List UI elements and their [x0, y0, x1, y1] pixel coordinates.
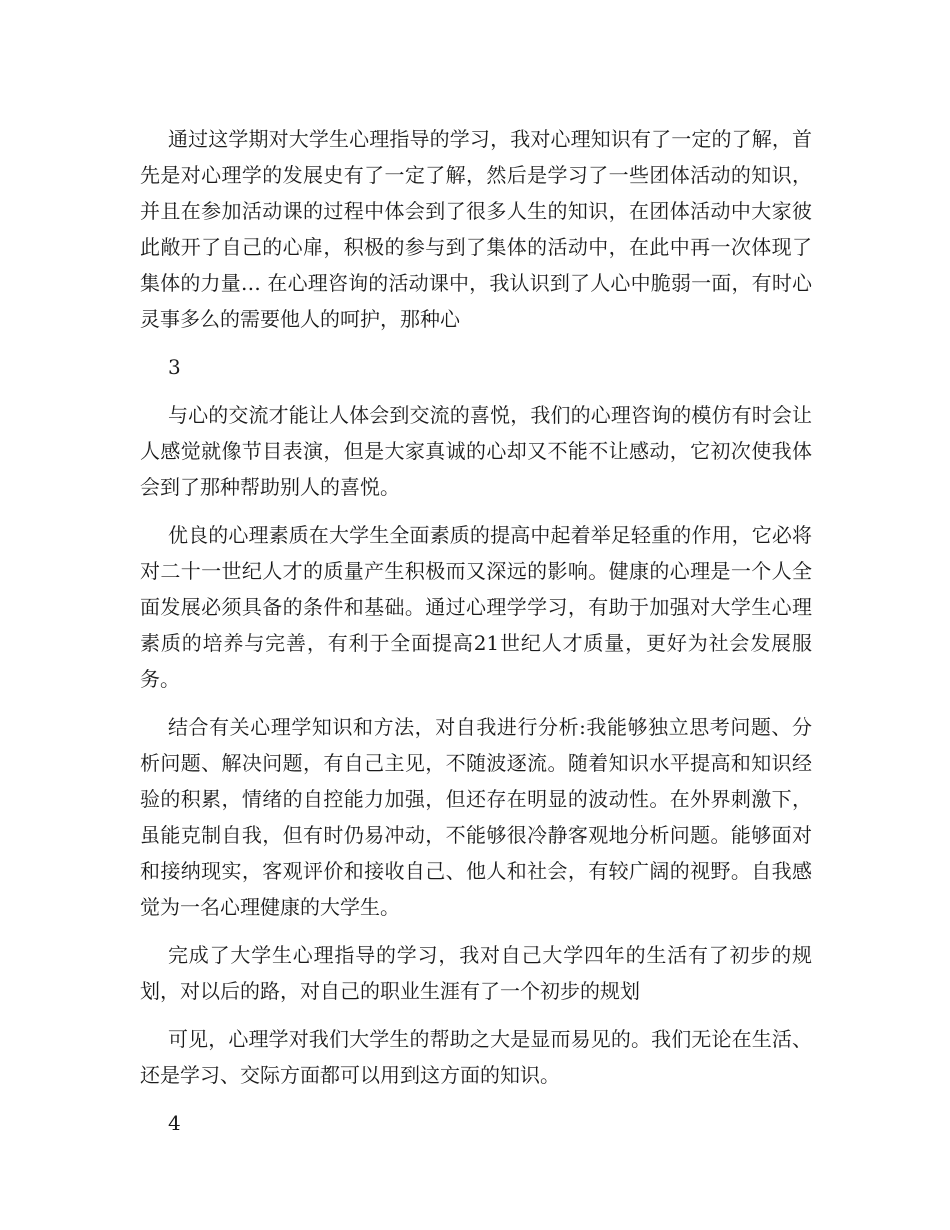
paragraph: 结合有关心理学知识和方法，对自我进行分析:我能够独立思考问题、分析问题、解决问题，有自己主见，不随波逐流。随着知识水平提高和知识经验的积累，情绪的自控能力加强，但还存在明显的波动性。在外界刺激下，虽能克制自我，但有时仍易冲动，不能够很冷静客观地分析问题。能够面对和接纳现实，客观评价和接收自己、他人和社会，有较广阔的视野。自我感觉为一名心理健康的大学生。 [140, 715, 812, 919]
paragraph: 通过这学期对大学生心理指导的学习，我对心理知识有了一定的了解，首先是对心理学的发展史有了一定了解，然后是学习了一些团体活动的知识，并且在参加活动课的过程中体会到了很多人生的知识，在团体活动中大家彼此敞开了自己的心扉，积极的参与到了集体的活动中，在此中再一次体现了集体的力量… 在心理咨询的活动课中，我认识到了人心中脆弱一面，有时心灵事多么的需要他人的呵护，那种心 [140, 127, 812, 331]
page-number: 4 [168, 1111, 181, 1135]
paragraph: 可见，心理学对我们大学生的帮助之大是显而易见的。我们无论在生活、还是学习、交际方面都可以用到这方面的知识。 [140, 1027, 812, 1087]
page-number: 3 [168, 355, 181, 379]
paragraph: 优良的心理素质在大学生全面素质的提高中起着举足轻重的作用，它必将对二十一世纪人才的质量产生积极而又深远的影响。健康的心理是一个人全面发展必须具备的条件和基础。通过心理学学习，有助于加强对大学生心理素质的培养与完善，有利于全面提高21世纪人才质量，更好为社会发展服务。 [140, 523, 812, 691]
paragraph: 与心的交流才能让人体会到交流的喜悦，我们的心理咨询的模仿有时会让人感觉就像节目表演，但是大家真诚的心却又不能不让感动，它初次使我体会到了那种帮助别人的喜悦。 [140, 403, 812, 499]
paragraph: 完成了大学生心理指导的学习，我对自己大学四年的生活有了初步的规划，对以后的路，对自己的职业生涯有了一个初步的规划 [140, 943, 812, 1003]
document-body [140, 121, 812, 1153]
